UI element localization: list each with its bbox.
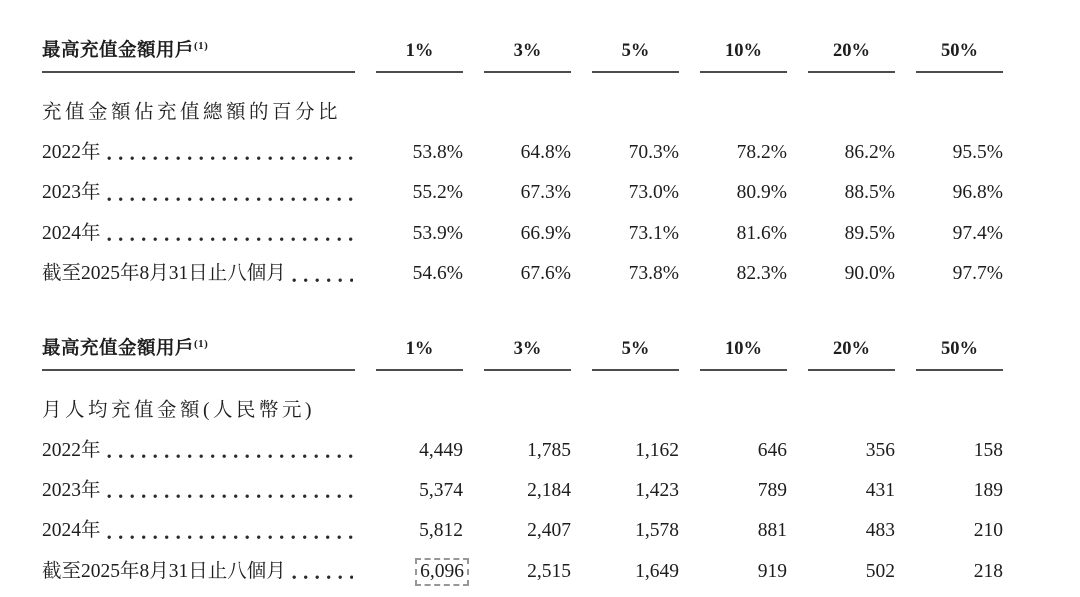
table-row-2023 xyxy=(42,181,1016,204)
row-label-text: 截至2025年8月31日止八個月 xyxy=(42,560,286,582)
header-label-text: 最高充值金額用戶 xyxy=(42,41,195,61)
table-cell: 502 xyxy=(865,560,895,582)
table-cell: 67.6% xyxy=(520,263,571,285)
table-section-title: 月人均充值金額(人民幣元) xyxy=(42,399,315,421)
column-header-5pct: 5% xyxy=(592,339,679,371)
table-header-label xyxy=(42,334,355,371)
dot-leader xyxy=(107,494,353,499)
table-header-label xyxy=(42,36,355,73)
row-label xyxy=(42,560,355,583)
table-cell: 1,162 xyxy=(635,439,679,461)
table-cell: 431 xyxy=(865,479,895,501)
table-cell: 97.4% xyxy=(952,222,1003,244)
row-label xyxy=(42,262,355,285)
row-label-text: 2022年 xyxy=(42,439,101,461)
table-cell: 66.9% xyxy=(520,222,571,244)
dot-leader xyxy=(107,535,353,540)
table-row-8m-2025 xyxy=(42,560,1016,583)
column-header-1pct: 1% xyxy=(376,339,463,371)
table-cell: 70.3% xyxy=(628,142,679,163)
table-cell: 53.9% xyxy=(412,222,463,244)
column-header-1pct: 1% xyxy=(376,41,463,73)
table-cell: 55.2% xyxy=(412,182,463,204)
table-cell-highlighted xyxy=(376,560,463,583)
column-header-10pct: 10% xyxy=(700,339,787,371)
table-row-8m-2025 xyxy=(42,262,1016,285)
table-cell: 483 xyxy=(865,520,895,542)
table-row-2023 xyxy=(42,479,1016,502)
row-label-text: 2024年 xyxy=(42,520,101,542)
row-label-text: 2023年 xyxy=(42,479,101,501)
table-section-title: 充值金額佔充值總額的百分比 xyxy=(42,102,342,123)
column-header-3pct: 3% xyxy=(484,41,571,73)
table-cell: 158 xyxy=(973,439,1003,461)
table-cell: 73.0% xyxy=(628,182,679,204)
table-cell: 88.5% xyxy=(844,182,895,204)
table-cell: 81.6% xyxy=(736,222,787,244)
table-topup-share xyxy=(42,36,1016,286)
row-label xyxy=(42,439,355,462)
table-row-2022 xyxy=(42,439,1016,462)
dot-leader xyxy=(292,278,353,283)
column-header-10pct: 10% xyxy=(700,41,787,73)
table-cell: 67.3% xyxy=(520,182,571,204)
dot-leader xyxy=(107,197,353,202)
table-cell: 5,812 xyxy=(419,520,463,542)
table-cell: 218 xyxy=(973,560,1003,582)
table-cell: 210 xyxy=(973,520,1003,542)
table-cell: 5,374 xyxy=(419,479,463,501)
table-cell: 86.2% xyxy=(844,142,895,163)
table-cell: 54.6% xyxy=(412,263,463,285)
table-cell: 1,423 xyxy=(635,479,679,501)
table-row-2022 xyxy=(42,141,1016,164)
table-cell: 89.5% xyxy=(844,222,895,244)
table-cell: 356 xyxy=(865,439,895,461)
dot-leader xyxy=(107,156,353,161)
row-label-text: 截至2025年8月31日止八個月 xyxy=(42,263,286,285)
dashed-selection-box: 6,096 xyxy=(415,558,469,586)
row-label-text: 2024年 xyxy=(42,222,101,244)
row-label-text: 2023年 xyxy=(42,182,101,204)
table-cell: 2,184 xyxy=(527,479,571,501)
table-cell: 53.8% xyxy=(412,142,463,163)
table-cell: 95.5% xyxy=(952,142,1003,163)
table-cell: 80.9% xyxy=(736,182,787,204)
row-label xyxy=(42,519,355,542)
table-cell: 2,515 xyxy=(527,560,571,582)
table-cell: 73.1% xyxy=(628,222,679,244)
column-header-20pct: 20% xyxy=(808,41,895,73)
table-cell: 4,449 xyxy=(419,439,463,461)
table-cell: 78.2% xyxy=(736,142,787,163)
column-header-3pct: 3% xyxy=(484,339,571,371)
table-cell: 82.3% xyxy=(736,263,787,285)
dot-leader xyxy=(107,237,353,242)
table-monthly-avg-topup xyxy=(42,334,1016,584)
table-cell: 90.0% xyxy=(844,263,895,285)
table-cell: 1,578 xyxy=(635,520,679,542)
row-label xyxy=(42,181,355,204)
table-cell: 646 xyxy=(757,439,787,461)
row-label xyxy=(42,222,355,245)
table-cell: 881 xyxy=(757,520,787,542)
column-header-20pct: 20% xyxy=(808,339,895,371)
table-header-row xyxy=(42,334,1016,371)
table-cell: 73.8% xyxy=(628,263,679,285)
column-header-5pct: 5% xyxy=(592,41,679,73)
dot-leader xyxy=(292,575,353,580)
table-cell: 97.7% xyxy=(952,263,1003,285)
table-cell: 96.8% xyxy=(952,182,1003,204)
column-header-50pct: 50% xyxy=(916,41,1003,73)
row-label xyxy=(42,479,355,502)
column-header-50pct: 50% xyxy=(916,339,1003,371)
header-label-text: 最高充值金額用戶 xyxy=(42,338,195,359)
table-row-2024 xyxy=(42,222,1016,245)
footnote-ref: (1) xyxy=(194,337,209,350)
table-cell: 2,407 xyxy=(527,520,571,542)
footnote-ref: (1) xyxy=(194,39,209,52)
table-cell: 1,785 xyxy=(527,439,571,461)
dot-leader xyxy=(107,454,353,459)
table-cell: 189 xyxy=(973,479,1003,501)
table-header-row xyxy=(42,36,1016,73)
row-label xyxy=(42,141,355,164)
row-label-text: 2022年 xyxy=(42,142,101,163)
table-cell: 1,649 xyxy=(635,560,679,582)
table-row-2024 xyxy=(42,519,1016,542)
table-cell: 789 xyxy=(757,479,787,501)
table-cell: 64.8% xyxy=(520,142,571,163)
table-cell: 919 xyxy=(757,560,787,582)
